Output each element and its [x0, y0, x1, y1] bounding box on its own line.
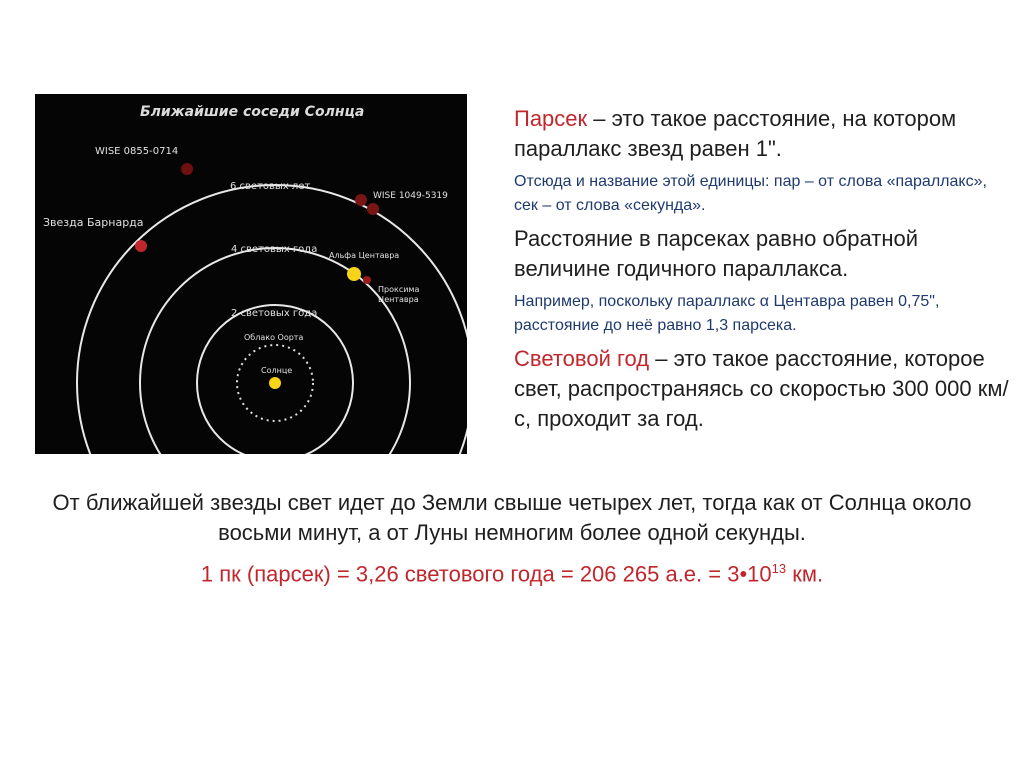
star-wise-0855 [181, 163, 193, 175]
label-proxima-2: Центавра [378, 295, 419, 304]
label-ring-6: 6 световых лет [230, 181, 311, 192]
formula-main: 1 пк (парсек) = 3,26 светового года = 206 265 а.е. = 3•10 [200, 561, 772, 587]
label-wise-1049: WISE 1049-5319 [373, 191, 448, 201]
star-barnard [135, 240, 147, 252]
lightyear-def-text: – это такое расстояние, которое свет, распространяясь со скоростью 300 000 км/с, проходит за год. [514, 346, 1009, 431]
diagram-title: Ближайшие соседи Солнца [140, 104, 365, 120]
nearest-stars-diagram [35, 94, 467, 454]
label-alpha-centauri: Альфа Центавра [329, 251, 400, 260]
formula-exponent: 13 [771, 561, 787, 576]
star-wise-1049-b [367, 203, 379, 215]
star-alpha-centauri [347, 267, 361, 281]
parsec-term: Парсек [514, 106, 588, 131]
sun [269, 377, 281, 389]
distance-rule: Расстояние в парсеках равно обратной величине годичного параллакса. [514, 226, 919, 281]
label-ring-2: 2 световых года [231, 308, 318, 319]
orbit-diagram-svg [35, 94, 467, 454]
label-barnard: Звезда Барнарда [43, 216, 144, 229]
parsec-def-text: – это такое расстояние, на котором параллакс звезд равен 1". [514, 106, 957, 161]
lightyear-term: Световой год [514, 346, 650, 371]
label-oort-cloud: Облако Оорта [244, 333, 304, 342]
label-sun: Солнце [261, 366, 293, 375]
parsec-formula [40, 554, 984, 589]
bottom-section [40, 488, 984, 589]
label-wise-0855: WISE 0855-0714 [95, 146, 179, 157]
explanation-text [514, 104, 1014, 434]
origin-note: Отсюда и название этой единицы: пар – от слова «параллакс», сек – от слова «секунда». [514, 173, 987, 214]
example-note: Например, поскольку параллакс α Центавра равен 0,75", расстояние до неё равно 1,3 парсека. [514, 293, 940, 334]
label-ring-4: 4 световых года [231, 244, 318, 255]
star-proxima-centauri [363, 276, 371, 284]
formula-unit: км. [786, 561, 824, 587]
light-travel-note: От ближайшей звезды свет идет до Земли свыше четырех лет, тогда как от Солнца около восьми минут, а от Луны немногим более одной секунды. [52, 490, 972, 545]
parsec-definition [514, 104, 1014, 164]
label-proxima-1: Проксима [378, 285, 420, 294]
star-wise-1049-a [355, 194, 367, 206]
lightyear-definition [514, 344, 1014, 434]
